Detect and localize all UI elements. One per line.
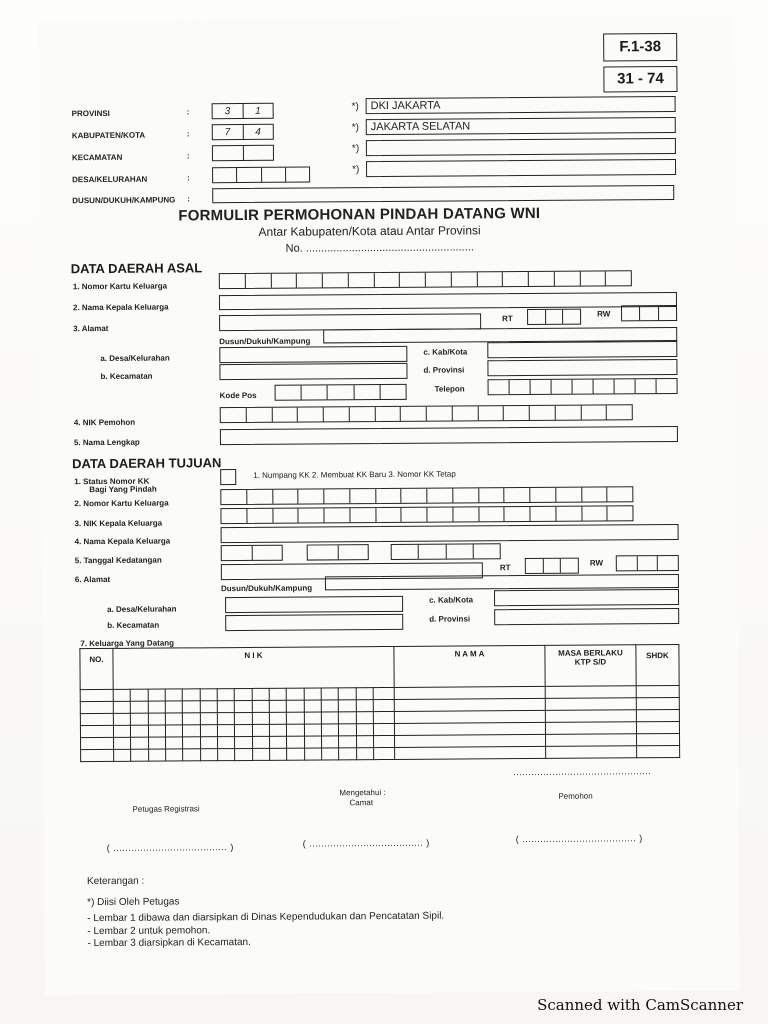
row-nik-cell[interactable] — [166, 737, 183, 749]
asal-kab-label: c. Kab/Kota — [423, 347, 468, 357]
tujuan-kab-label: c. Kab/Kota — [429, 595, 474, 605]
row-shdk-cell[interactable] — [637, 745, 680, 757]
header-masa-label-1: MASA BERLAKU — [558, 648, 623, 658]
row-nik-cell[interactable] — [131, 749, 148, 761]
number-line: No. ....................................................... — [285, 241, 474, 255]
row-nik-cell[interactable] — [252, 688, 269, 700]
desa-mark: *) — [352, 164, 360, 176]
asal-nama-kepala-label: 2. Nama Kepala Keluarga — [72, 302, 169, 313]
provinsi-code-1: 3 — [224, 106, 231, 118]
kabupaten-colon: : — [186, 129, 190, 139]
asal-nama-kepala-box[interactable] — [219, 292, 677, 310]
row-nik-cell[interactable] — [339, 712, 356, 724]
kecamatan-colon: : — [186, 151, 190, 161]
form-code: F.1-38 — [619, 38, 662, 56]
desa-label: DESA/KELURAHAN — [72, 174, 148, 185]
header-masa — [545, 645, 636, 687]
row-nik-cell[interactable] — [235, 724, 252, 736]
row-nik-cell[interactable] — [148, 725, 165, 737]
camscanner-watermark: Scanned with CamScanner — [537, 996, 743, 1014]
provinsi-mark: *) — [351, 101, 359, 113]
family-table-header — [80, 644, 679, 689]
tujuan-nomor-kk-cells[interactable] — [220, 486, 633, 505]
row-nik-cell[interactable] — [339, 748, 356, 760]
tujuan-status-label-2: Bagi Yang Pindah — [89, 484, 157, 495]
row-nik-cell[interactable] — [269, 712, 286, 724]
row-nama-cell[interactable] — [394, 710, 545, 723]
kecamatan-value-box[interactable] — [366, 138, 676, 156]
kecamatan-label: KECAMATAN — [71, 152, 123, 163]
row-nik-cell[interactable] — [131, 713, 148, 725]
tujuan-nama-kepala-label: 4. Nama Kepala Keluarga — [74, 536, 171, 547]
kabupaten-code-1: 7 — [224, 127, 231, 139]
asal-rw-label: RW — [597, 309, 611, 319]
tujuan-kab-box[interactable] — [494, 589, 679, 606]
tujuan-provinsi-box[interactable] — [494, 608, 679, 625]
row-nik-cell[interactable] — [356, 712, 373, 724]
row-nik-cell[interactable] — [252, 724, 269, 736]
row-nik-cell[interactable] — [235, 700, 252, 712]
tujuan-provinsi-label: d. Provinsi — [429, 614, 471, 624]
row-nik-cell[interactable] — [252, 736, 269, 748]
asal-kecamatan-label: b. Kecamatan — [100, 371, 153, 381]
row-no-cell[interactable] — [81, 737, 114, 749]
row-nik-cell[interactable] — [114, 749, 131, 761]
form-title: FORMULIR PERMOHONAN PINDAH DATANG WNI — [178, 204, 541, 225]
row-nik-cell[interactable] — [183, 725, 200, 737]
row-nik-cell[interactable] — [235, 748, 252, 760]
row-nik-cell[interactable] — [304, 700, 321, 712]
desa-value-box[interactable] — [366, 159, 676, 177]
row-nik-cell[interactable] — [287, 736, 304, 748]
row-no-cell[interactable] — [80, 713, 113, 725]
region-code: 31 - 74 — [617, 70, 664, 88]
row-nik-cell[interactable] — [183, 713, 200, 725]
row-nik-cell[interactable] — [113, 701, 130, 713]
asal-kode-pos-cells[interactable] — [275, 384, 407, 401]
tujuan-kecamatan-box[interactable] — [225, 614, 403, 631]
header-nik-label: N I K — [244, 650, 263, 661]
header-nama-label: N A M A — [454, 649, 485, 659]
tujuan-status-options: 1. Numpang KK 2. Membuat KK Baru 3. Nomor KK Tetap — [253, 469, 456, 480]
row-nik-cell[interactable] — [235, 712, 252, 724]
asal-rt-label: RT — [502, 314, 513, 324]
row-masa-cell[interactable] — [546, 734, 637, 747]
tujuan-nik-kepala-cells[interactable] — [220, 505, 633, 524]
row-nik-cell[interactable] — [374, 723, 395, 735]
row-masa-cell[interactable] — [546, 746, 637, 759]
row-nik-cell[interactable] — [217, 701, 234, 713]
desa-colon: : — [187, 173, 190, 183]
row-nik-cell[interactable] — [269, 688, 286, 700]
row-nik-cell[interactable] — [270, 736, 287, 748]
row-nik-cell[interactable] — [183, 689, 200, 701]
row-nik-cell[interactable] — [339, 724, 356, 736]
pemohon-label: Pemohon — [558, 791, 593, 801]
row-nik-cell[interactable] — [217, 725, 234, 737]
row-no-cell[interactable] — [81, 749, 114, 761]
header-no — [80, 648, 113, 689]
row-nik-cell[interactable] — [252, 748, 269, 760]
row-shdk-cell[interactable] — [636, 685, 679, 697]
keterangan-line-3: - Lembar 2 untuk pemohon. — [87, 925, 211, 938]
row-nik-cell[interactable] — [322, 736, 339, 748]
signature-camat-line[interactable]: ( ...................................... ) — [302, 837, 430, 849]
row-nik-cell[interactable] — [148, 701, 165, 713]
row-nik-cell[interactable] — [165, 689, 182, 701]
row-nik-cell[interactable] — [200, 737, 217, 749]
row-nik-cell[interactable] — [322, 748, 339, 760]
asal-rw-cells[interactable] — [621, 305, 677, 321]
row-nik-cell[interactable] — [183, 701, 200, 713]
form-subtitle: Antar Kabupaten/Kota atau Antar Provinsi — [258, 223, 481, 239]
tujuan-status-box[interactable] — [220, 469, 236, 485]
signature-petugas-line[interactable]: ( ...................................... ) — [106, 842, 234, 853]
tujuan-dusun-box[interactable] — [325, 574, 679, 590]
row-nik-cell[interactable] — [374, 747, 395, 759]
kecamatan-mark: *) — [351, 143, 360, 155]
keterangan-line-2: - Lembar 1 dibawa dan diarsipkan di Dinas Kependudukan dan Pencatatan Sipil. — [87, 910, 445, 925]
header-nama — [394, 645, 545, 687]
row-no-cell[interactable] — [80, 701, 113, 713]
row-nik-cell[interactable] — [131, 725, 148, 737]
tujuan-dusun-label: Dusun/Dukuh/Kampung — [220, 583, 313, 594]
row-nik-cell[interactable] — [113, 725, 130, 737]
row-nik-cell[interactable] — [218, 737, 235, 749]
row-nik-cell[interactable] — [200, 725, 217, 737]
region-code-box — [603, 66, 677, 93]
row-nik-cell[interactable] — [287, 688, 304, 700]
row-nik-cell[interactable] — [356, 736, 373, 748]
asal-heading: DATA DAERAH ASAL — [70, 260, 203, 277]
row-nik-cell[interactable] — [200, 749, 217, 761]
row-nik-cell[interactable] — [148, 689, 165, 701]
row-nik-cell[interactable] — [235, 688, 252, 700]
row-masa-cell[interactable] — [545, 698, 636, 711]
row-nik-cell[interactable] — [304, 724, 321, 736]
asal-nomor-kk-label: 1. Nomor Kartu Keluarga — [72, 281, 168, 292]
tujuan-status-label-1: 1. Status Nomor KK — [74, 476, 150, 487]
row-nik-cell[interactable] — [217, 689, 234, 701]
provinsi-label: PROVINSI — [71, 108, 110, 119]
asal-kecamatan-box[interactable] — [219, 363, 407, 380]
row-nama-cell[interactable] — [394, 698, 545, 711]
row-shdk-cell[interactable] — [636, 721, 679, 733]
kabupaten-code-cells — [212, 124, 274, 140]
tujuan-nik-kepala-label: 3. NIK Kepala Keluarga — [74, 518, 163, 529]
row-nik-cell[interactable] — [304, 748, 321, 760]
row-nik-cell[interactable] — [148, 749, 165, 761]
row-nik-cell[interactable] — [269, 700, 286, 712]
kabupaten-code-2: 4 — [255, 126, 261, 138]
asal-nik-pemohon-cells[interactable] — [220, 404, 633, 423]
row-nik-cell[interactable] — [339, 688, 356, 700]
row-nik-cell[interactable] — [148, 737, 165, 749]
provinsi-code-cells — [212, 103, 274, 119]
camat-label: Camat — [349, 798, 374, 808]
asal-provinsi-label: d. Provinsi — [423, 365, 465, 375]
row-nik-cell[interactable] — [200, 689, 217, 701]
header-no-label: NO. — [89, 654, 104, 665]
row-nama-cell[interactable] — [394, 722, 545, 735]
keterangan-line-1: *) Diisi Oleh Petugas — [87, 896, 180, 909]
row-nik-cell[interactable] — [304, 712, 321, 724]
row-nik-cell[interactable] — [270, 724, 287, 736]
asal-kode-pos-label: Kode Pos — [219, 390, 257, 401]
kabupaten-value-box[interactable] — [366, 117, 676, 135]
header-shdk — [636, 644, 679, 685]
row-nik-cell[interactable] — [287, 700, 304, 712]
tujuan-nama-kepala-box[interactable] — [221, 524, 679, 543]
row-nik-cell[interactable] — [113, 689, 130, 701]
row-nik-cell[interactable] — [287, 748, 304, 760]
row-nik-cell[interactable] — [322, 724, 339, 736]
row-nik-cell[interactable] — [183, 749, 200, 761]
row-nik-cell[interactable] — [165, 725, 182, 737]
row-nik-cell[interactable] — [252, 700, 269, 712]
form-code-box — [603, 33, 677, 62]
tujuan-kecamatan-label: b. Kecamatan — [107, 620, 160, 630]
signature-dots-right: .............................................. — [513, 766, 652, 778]
dusun-value-box[interactable] — [212, 185, 674, 203]
row-nik-cell[interactable] — [287, 724, 304, 736]
row-nik-cell[interactable] — [373, 711, 394, 723]
asal-dusun-label: Dusun/Dukuh/Kampung — [219, 336, 311, 347]
asal-rt-cells[interactable] — [527, 309, 581, 325]
signature-pemohon-line[interactable]: ( ...................................... ) — [515, 833, 643, 845]
asal-desa-label: a. Desa/Kelurahan — [100, 353, 170, 363]
asal-nama-lengkap-label: 5. Nama Lengkap — [73, 437, 140, 448]
row-nik-cell[interactable] — [200, 701, 217, 713]
row-nik-cell[interactable] — [148, 713, 165, 725]
row-nik-cell[interactable] — [131, 701, 148, 713]
row-nik-cell[interactable] — [114, 737, 131, 749]
asal-telepon-label: Telepon — [434, 384, 465, 394]
header-nik — [113, 646, 394, 689]
header-shdk-label: SHDK — [646, 651, 669, 661]
asal-nomor-kk-cells[interactable] — [219, 270, 632, 289]
asal-provinsi-box[interactable] — [487, 359, 677, 376]
keterangan-line-4: - Lembar 3 diarsipkan di Kecamatan. — [87, 936, 251, 950]
keterangan-title: Keterangan : — [86, 875, 145, 888]
tujuan-tanggal-year-cells[interactable] — [391, 543, 501, 560]
row-nik-cell[interactable] — [321, 700, 338, 712]
row-nik-cell[interactable] — [252, 712, 269, 724]
tujuan-nomor-kk-label: 2. Nomor Kartu Keluarga — [74, 498, 169, 509]
asal-kab-box[interactable] — [487, 341, 677, 358]
row-no-cell[interactable] — [80, 689, 113, 701]
kabupaten-value: JAKARTA SELATAN — [370, 120, 471, 134]
row-nik-cell[interactable] — [304, 688, 321, 700]
row-nik-cell[interactable] — [304, 736, 321, 748]
tujuan-desa-label: a. Desa/Kelurahan — [107, 604, 177, 614]
row-nik-cell[interactable] — [217, 713, 234, 725]
row-nik-cell[interactable] — [131, 689, 148, 701]
row-nik-cell[interactable] — [373, 687, 394, 699]
row-shdk-cell[interactable] — [637, 733, 680, 745]
provinsi-colon: : — [186, 107, 190, 117]
row-nik-cell[interactable] — [270, 748, 287, 760]
asal-nama-lengkap-box[interactable] — [220, 426, 678, 445]
tujuan-rw-cells[interactable] — [616, 555, 679, 571]
kecamatan-code-cells — [212, 145, 274, 161]
tujuan-tanggal-month-cells[interactable] — [307, 544, 369, 560]
desa-code-cells — [212, 167, 310, 184]
row-nik-cell[interactable] — [339, 700, 356, 712]
row-nik-cell[interactable] — [287, 712, 304, 724]
tujuan-alamat-label: 6. Alamat — [74, 574, 111, 585]
dusun-colon: : — [187, 194, 190, 204]
row-nik-cell[interactable] — [235, 736, 252, 748]
row-nik-cell[interactable] — [113, 713, 130, 725]
kabupaten-label: KABUPATEN/KOTA — [71, 130, 146, 141]
provinsi-code-2: 1 — [255, 105, 261, 117]
row-nik-cell[interactable] — [166, 749, 183, 761]
row-nama-cell[interactable] — [395, 746, 546, 759]
row-nik-cell[interactable] — [356, 688, 373, 700]
asal-telepon-cells[interactable] — [488, 378, 678, 395]
provinsi-value: DKI JAKARTA — [370, 99, 441, 113]
tujuan-rw-label: RW — [589, 558, 604, 568]
row-masa-cell[interactable] — [545, 710, 636, 723]
row-shdk-cell[interactable] — [636, 697, 679, 709]
row-nik-cell[interactable] — [321, 688, 338, 700]
asal-nik-pemohon-label: 4. NIK Pemohon — [73, 417, 136, 428]
tujuan-tanggal-day-cells[interactable] — [221, 545, 283, 561]
row-masa-cell[interactable] — [545, 722, 636, 735]
provinsi-value-box[interactable] — [366, 96, 676, 114]
row-masa-cell[interactable] — [545, 686, 636, 699]
row-nik-cell[interactable] — [200, 713, 217, 725]
row-nik-cell[interactable] — [356, 724, 373, 736]
mengetahui-label: Mengetahui : — [339, 788, 386, 798]
tujuan-heading: DATA DAERAH TUJUAN — [72, 455, 222, 472]
tujuan-keluarga-label: 7. Keluarga Yang Datang — [80, 638, 175, 649]
row-nik-cell[interactable] — [218, 749, 235, 761]
asal-alamat-label: 3. Alamat — [73, 323, 109, 334]
tujuan-desa-box[interactable] — [225, 596, 403, 613]
form-sheet — [38, 16, 740, 996]
header-masa-label-2: KTP S/D — [574, 657, 607, 667]
asal-desa-box[interactable] — [219, 346, 407, 363]
tujuan-tanggal-label: 5. Tanggal Kedatangan — [74, 555, 162, 566]
petugas-label: Petugas Registrasi — [132, 804, 200, 814]
row-nik-cell[interactable] — [374, 735, 395, 747]
row-nama-cell[interactable] — [395, 734, 546, 747]
row-shdk-cell[interactable] — [636, 709, 679, 721]
row-nik-cell[interactable] — [373, 699, 394, 711]
tujuan-rt-label: RT — [499, 563, 511, 573]
row-nik-cell[interactable] — [165, 701, 182, 713]
row-nik-cell[interactable] — [356, 700, 373, 712]
row-nik-cell[interactable] — [165, 713, 182, 725]
row-nik-cell[interactable] — [356, 748, 373, 760]
tujuan-rt-cells[interactable] — [525, 558, 579, 574]
row-nik-cell[interactable] — [183, 737, 200, 749]
row-nama-cell[interactable] — [394, 686, 545, 699]
row-nik-cell[interactable] — [339, 736, 356, 748]
kabupaten-mark: *) — [351, 122, 360, 134]
row-nik-cell[interactable] — [131, 737, 148, 749]
family-table — [79, 644, 680, 762]
row-no-cell[interactable] — [80, 725, 113, 737]
row-nik-cell[interactable] — [321, 712, 338, 724]
dusun-label: DUSUN/DUKUH/KAMPUNG — [72, 195, 176, 206]
